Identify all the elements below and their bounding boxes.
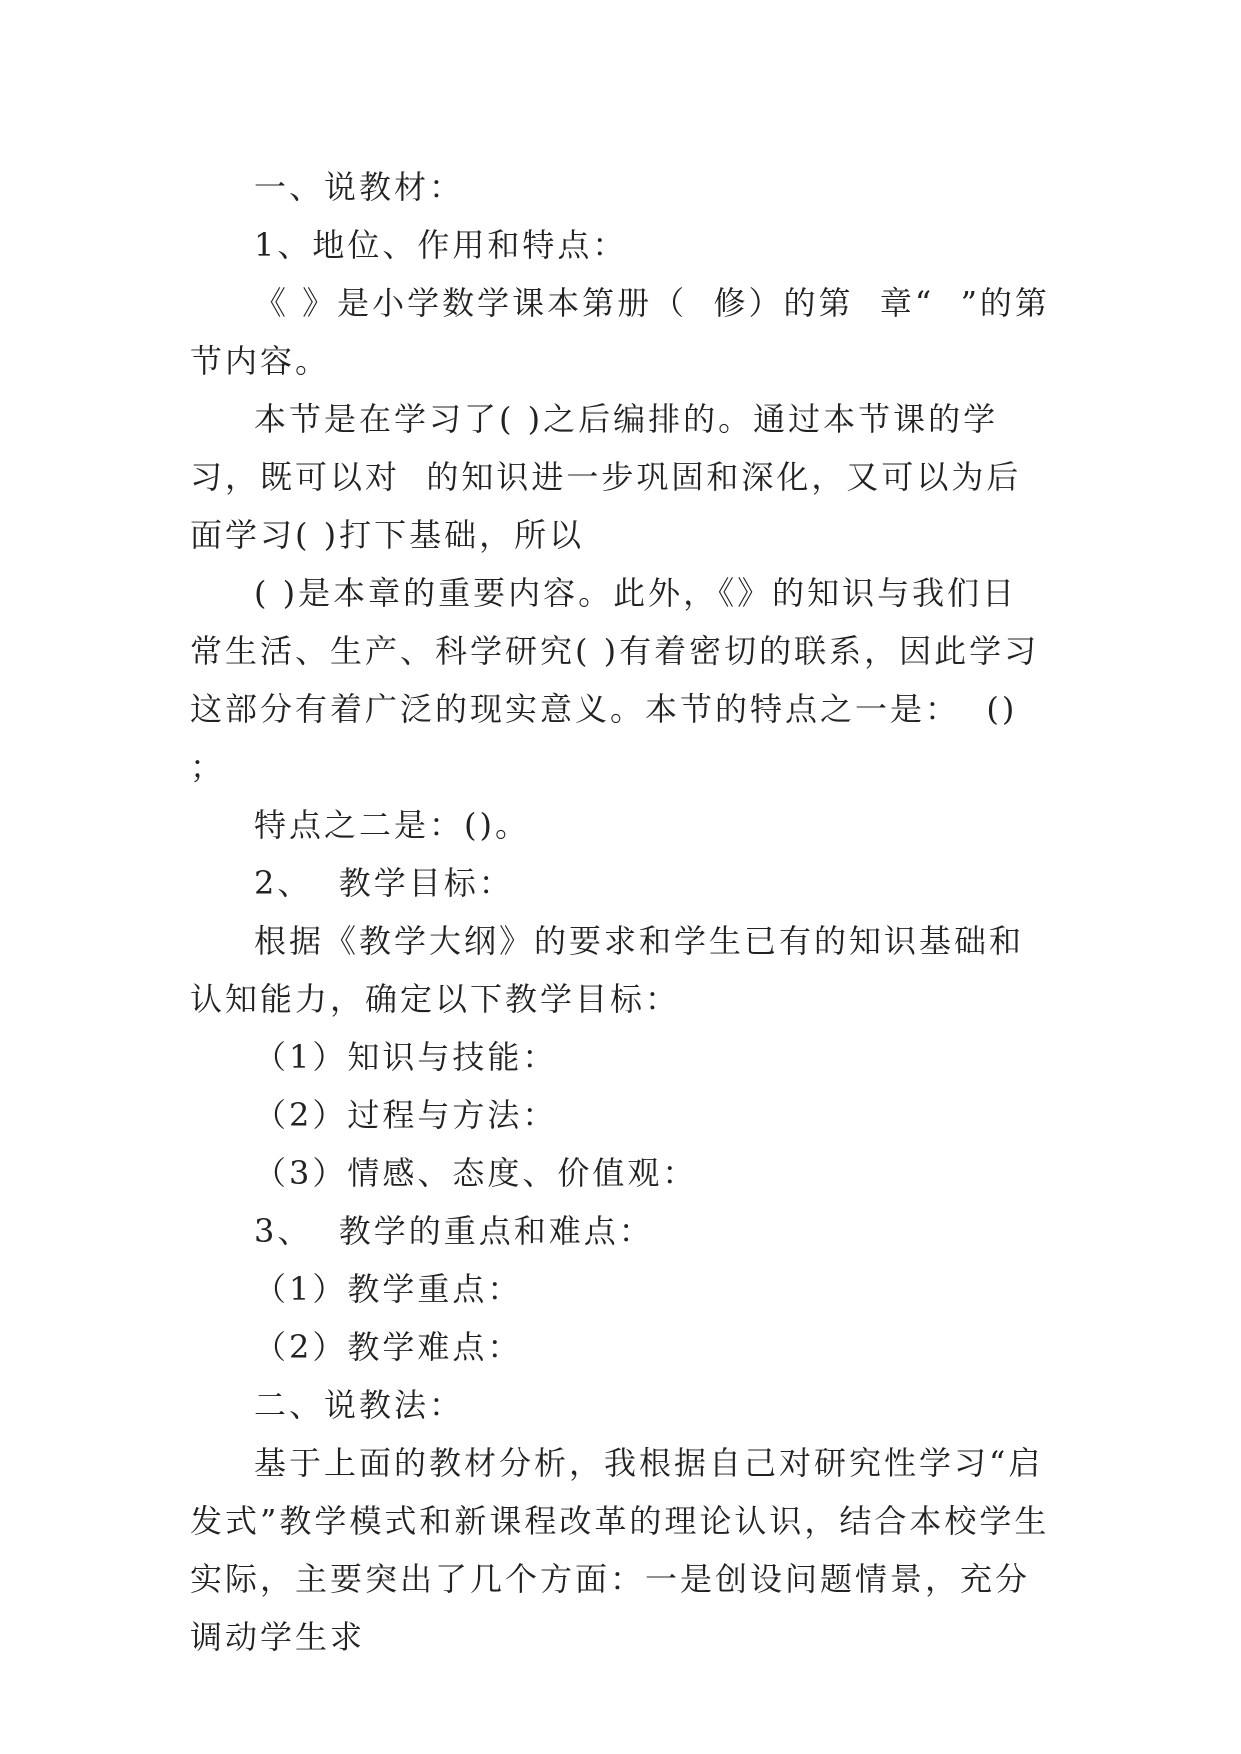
paragraph-importance: ( )是本章的重要内容。此外，《》的知识与我们日常生活、生产、科学研究( )有着密切的联系，因此学习这部分有着广泛的现实意义。本节的特点之一是： () ； <box>190 574 1044 786</box>
list-item-knowledge-skills: （1）知识与技能： <box>254 1038 558 1076</box>
subheading-teaching-goals: 2、 教学目标： <box>254 864 514 902</box>
paragraph-textbook-reference: 《 》是小学数学课本第册（ 修）的第 章“ ”的第节内容。 <box>190 284 1050 380</box>
list-item-process-methods: （2）过程与方法： <box>254 1096 558 1134</box>
paragraph-goals-intro: 根据《教学大纲》的要求和学生已有的知识基础和认知能力，确定以下教学目标： <box>190 922 1025 1018</box>
subheading-position-role-features: 1、地位、作用和特点： <box>254 226 628 264</box>
paragraph-feature-two: 特点之二是：()。 <box>254 806 530 844</box>
paragraph-section-context: 本节是在学习了( )之后编排的。通过本节课的学习，既可以对 的知识进一步巩固和深化，又可以为后面学习( )打下基础，所以 <box>190 400 1022 554</box>
heading-teaching-material: 一、说教材： <box>254 168 465 206</box>
list-item-emotion-values: （3）情感、态度、价值观： <box>254 1154 698 1192</box>
document-body <box>190 158 1050 1666</box>
paragraph-method-description: 基于上面的教材分析，我根据自己对研究性学习“启发式”教学模式和新课程改革的理论认识，结合本校学生实际，主要突出了几个方面：一是创设问题情景，充分调动学生求 <box>190 1444 1050 1656</box>
list-item-key-points: （1）教学重点： <box>254 1270 523 1308</box>
list-item-difficult-points: （2）教学难点： <box>254 1328 523 1366</box>
heading-teaching-method: 二、说教法： <box>254 1386 465 1424</box>
subheading-key-difficult-points: 3、 教学的重点和难点： <box>254 1212 654 1250</box>
